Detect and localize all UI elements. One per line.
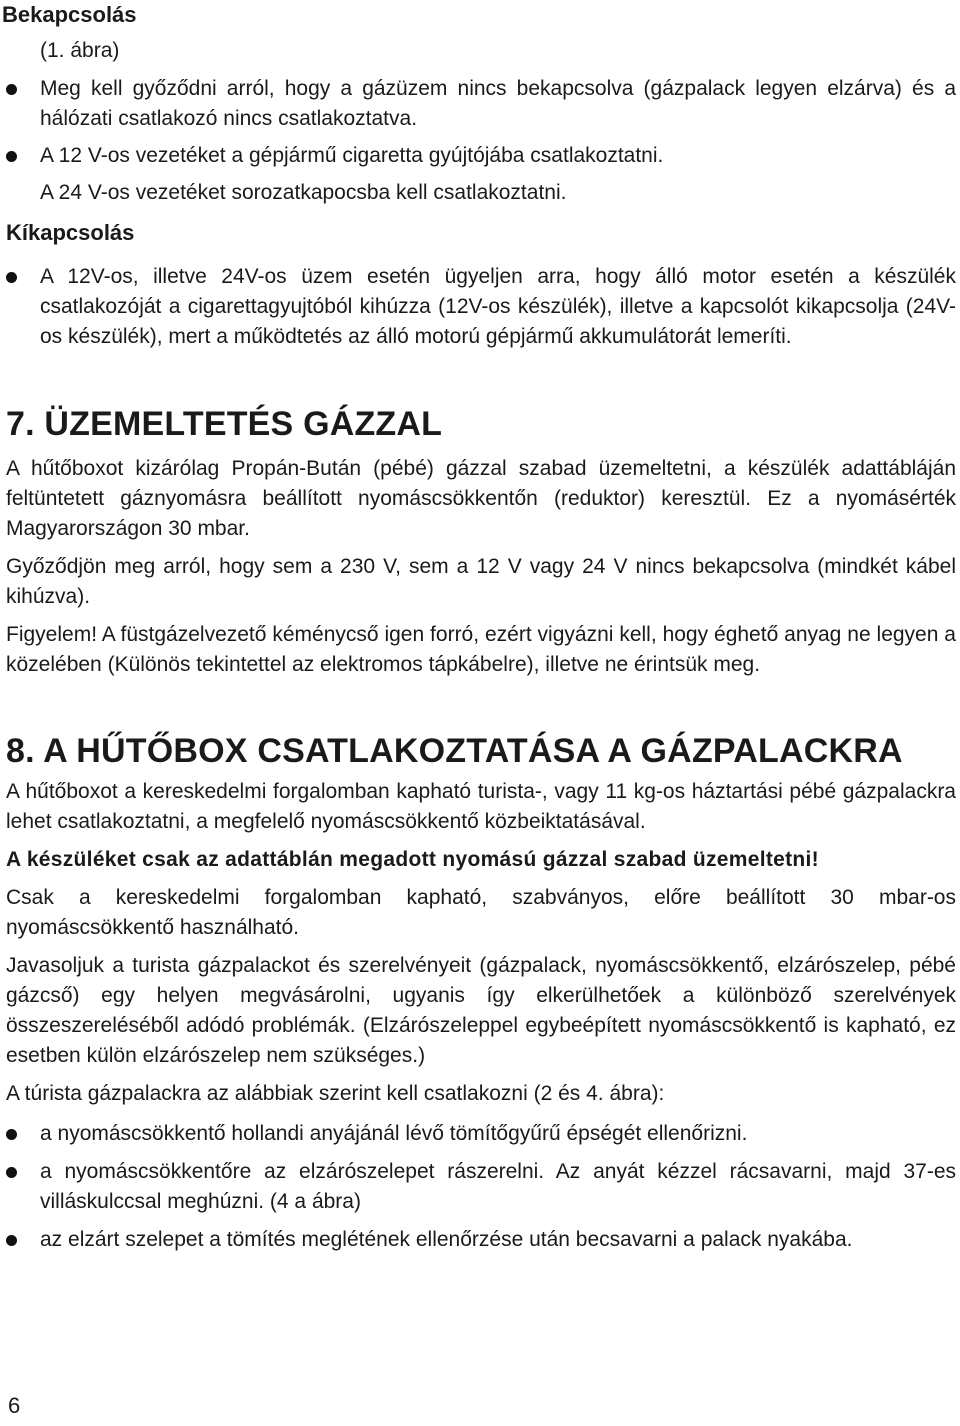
section-8 [6, 731, 956, 1255]
paragraph: A hűtőboxot kizárólag Propán-Bután (pébé) gázzal szabad üzemeltetni, a készülék adattábláján feltüntetett gáznyomásra beállított nyomáscsökkentőn (reduktor) keresztül. Ez a nyomásérték Magyarországon 30 mbar. [6, 457, 956, 540]
paragraph: Javasoljuk a turista gázpalackot és szerelvényeit (gázpalack, nyomáscsökkentő, elzárószelep, pébé gázcső) egy helyen megvásárolni, ugyanis így elkerülhetőek a különböző szerelvények összeszereléséből adódó problémák. (Elzárószeleppel egybeépített nyomáscsökkentő is kapható, ez esetben külön elzárószelep nem szükséges.) [6, 954, 956, 1067]
warning-text: A készüléket csak az adattáblán megadott nyomású gázzal szabad üzemeltetni! [6, 848, 819, 871]
note-text: A 24 V-os vezetéket sorozatkapocsba kell csatlakoztatni. [40, 181, 567, 204]
bullet-icon [6, 1235, 17, 1246]
list-item-text: Meg kell győződni arról, hogy a gázüzem nincs bekapcsolva (gázpalack legyen elzárva) és a hálózati csatlakozó nincs csatlakoztatva. [40, 77, 956, 130]
heading-section-8: 8. A HŰTŐBOX CSATLAKOZTATÁSA A GÁZPALACKRA [6, 732, 903, 770]
list-item [6, 141, 956, 171]
section-7 [6, 404, 956, 680]
bullet-icon [6, 272, 17, 283]
section-switch-off [6, 218, 956, 352]
bullet-icon [6, 1129, 17, 1140]
list-item-text: az elzárt szelepet a tömítés meglétének ellenőrzése után becsavarni a palack nyakába. [40, 1228, 853, 1251]
list-item [6, 262, 956, 352]
paragraph: A hűtőboxot a kereskedelmi forgalomban kapható turista-, vagy 11 kg-os háztartási pébé gázpalackra lehet csatlakoztatni, a megfelelő nyomáscsökkentő közbeiktatásával. [6, 780, 956, 833]
list-item-text: A 12V-os, illetve 24V-os üzem esetén ügyeljen arra, hogy álló motor esetén a készülék csatlakozóját a cigarettagyujtóból kihúzza (12V-os készülék), illetve a kapcsolót kikapcsolja (24V-os készülék), mert a működtetés az álló motorú gépjármű akkumulátorát lemeríti. [40, 265, 956, 348]
list-item-text: A 12 V-os vezetéket a gépjármű cigaretta gyújtójába csatlakoztatni. [40, 144, 664, 167]
list-item-text: a nyomáscsökkentőre az elzárószelepet rászerelni. Az anyát kézzel rácsavarni, majd 37-es villáskulccsal meghúzni. (4 a ábra) [40, 1160, 956, 1213]
list-item [6, 1225, 956, 1255]
bullet-icon [6, 1167, 17, 1178]
heading-switch-on: Bekapcsolás [2, 2, 137, 27]
list-item [6, 74, 956, 134]
paragraph: Figyelem! A füstgázelvezető kéménycső igen forró, ezért vigyázni kell, hogy éghető anyag ne legyen a közelében (Különös tekintettel az elektromos tápkábelre), illetve ne érintsük meg. [6, 623, 956, 676]
heading-section-7: 7. ÜZEMELTETÉS GÁZZAL [6, 405, 443, 443]
bullet-icon [6, 151, 17, 162]
list-item [6, 1119, 956, 1149]
list-item-text: a nyomáscsökkentő hollandi anyájánál lévő tömítőgyűrű épségét ellenőrizni. [40, 1122, 748, 1145]
list-item [6, 1157, 956, 1217]
paragraph: Győződjön meg arról, hogy sem a 230 V, sem a 12 V vagy 24 V nincs bekapcsolva (mindkét kábel kihúzva). [6, 555, 956, 608]
bullet-icon [6, 84, 17, 95]
paragraph: A túrista gázpalackra az alábbiak szerint kell csatlakozni (2 és 4. ábra): [6, 1082, 665, 1105]
paragraph: Csak a kereskedelmi forgalomban kapható, szabványos, előre beállított 30 mbar-os nyomáscsökkentő használható. [6, 886, 956, 939]
heading-switch-off: Kíkapcsolás [6, 220, 135, 245]
page-number: 6 [8, 1393, 21, 1418]
section-switch-on [2, 0, 956, 208]
figure-reference: (1. ábra) [40, 39, 120, 62]
